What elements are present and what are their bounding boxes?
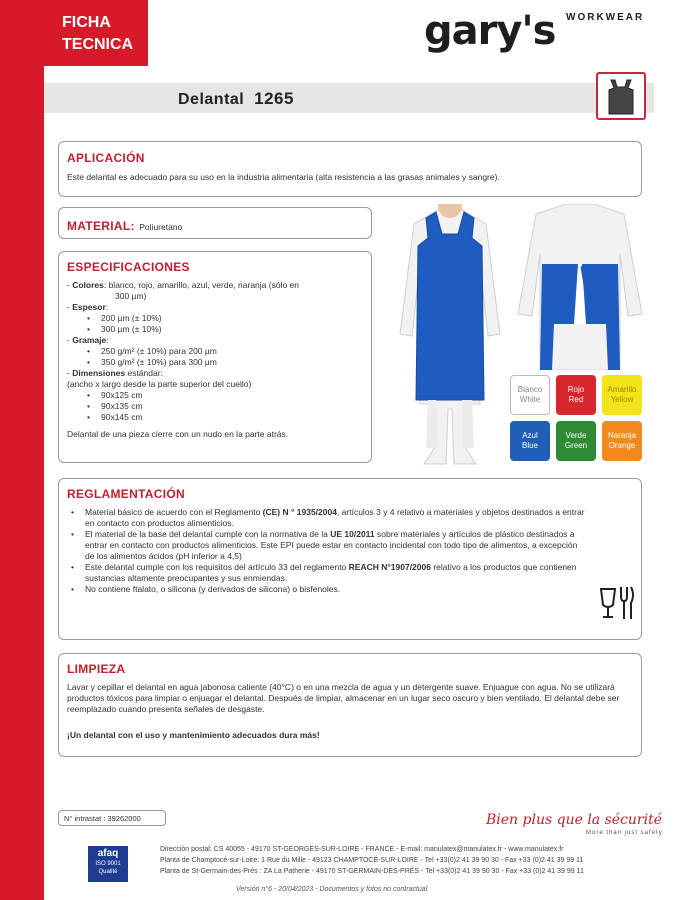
color-swatch-red[interactable] — [556, 375, 596, 415]
gramaje-list — [67, 346, 367, 368]
swatch-label-en: Green — [564, 441, 588, 450]
limpieza-closing: ¡Un delantal con el uso y mantenimiento adecuados dura más! — [67, 730, 320, 740]
list-item: • 300 µm (± 10%) — [83, 324, 367, 335]
dimensiones-note: (ancho x largo desde la parte superior del cuello) — [67, 379, 252, 389]
list-item: • 250 g/m² (± 10%) para 200 µm — [83, 346, 367, 357]
swatch-label-es: Rojo — [567, 385, 585, 394]
intrastat-text: N° intrastat : 39262000 — [64, 814, 141, 823]
apron-front-photo — [396, 204, 504, 470]
especificaciones-closing: Delantal de una pieza cierre con un nudo en la parte atrás. — [67, 429, 289, 439]
color-swatch-blue[interactable] — [510, 421, 550, 461]
list-item — [67, 584, 587, 595]
dimensiones-line: - Dimensiones estándar: — [67, 368, 163, 378]
footer-addresses — [160, 844, 584, 877]
quality-text: Qualité — [98, 869, 118, 875]
reglamentacion-section — [58, 478, 642, 640]
apron-back-photo — [516, 204, 644, 370]
item-text: sobre materiales y artículos de plástico destinados a entrar en contacto con productos alimenticios. Este EPI puede estar en contacto incidental con todo tipo de alimentos, a excepción de los alimentos ácidos (pH inferior a 4,5) — [85, 529, 578, 561]
limpieza-title: LIMPIEZA — [67, 662, 126, 676]
especificaciones-section — [58, 251, 372, 463]
swatch-label-es: Amarillo — [607, 385, 637, 394]
brand-subtitle: WORKWEAR — [566, 12, 645, 23]
swatch-label-en: Orange — [608, 441, 636, 450]
afaq-logo — [88, 846, 128, 882]
ficha-tecnica-label — [62, 12, 133, 56]
product-title-word: Delantal — [178, 91, 245, 108]
item-text: relativo a los productos que contienen sustancias altamente preocupantes y sus enmiendas. — [85, 562, 577, 583]
slogan: Bien plus que la sécurité — [486, 812, 663, 828]
material-section — [58, 207, 372, 239]
aplicacion-section — [58, 141, 642, 197]
food-contact-icon — [597, 583, 637, 623]
apron-icon-box — [596, 72, 646, 120]
dimensiones-suffix: estándar: — [125, 368, 163, 378]
colores-value: : blanco, rojo, amarillo, azul, verde, naranja (sólo en — [103, 280, 299, 290]
gramaje-line: - Gramaje: — [67, 335, 109, 345]
list-item: • 90x125 cm — [83, 390, 367, 401]
espesor-label: Espesor — [72, 302, 106, 312]
red-side-bar — [0, 0, 44, 900]
reglamentacion-title: REGLAMENTACIÓN — [67, 487, 185, 501]
colores-value-2: 300 µm) — [115, 291, 147, 301]
colores-label: Colores — [72, 280, 104, 290]
material-line — [67, 217, 182, 235]
list-item: • 200 µm (± 10%) — [83, 313, 367, 324]
aplicacion-title: APLICACIÓN — [67, 151, 145, 165]
especificaciones-title: ESPECIFICACIONES — [67, 260, 190, 274]
limpieza-text: Lavar y cepillar el delantal en agua jabonosa caliente (40°C) o en una mezcla de agua y un detergente suave. Enjuague con agua. No se utilizará productos tóxicos para limpiar o enjuagar el delantal. Después de limpiar, almacenar en un lugar seco oscuro y bien ventilado. El delantal debe ser reemplazado cuando presenta señales de desgaste. — [67, 682, 620, 714]
swatch-label-es: Blanco — [517, 385, 543, 394]
intrastat-box — [58, 810, 166, 826]
list-item: • 350 g/m² (± 10%) para 300 µm — [83, 357, 367, 368]
list-item — [67, 529, 587, 562]
color-swatch-yellow[interactable] — [602, 375, 642, 415]
item-text: Material básico de acuerdo con el Reglamento — [85, 507, 263, 517]
item-text: Este delantal cumple con los requisitos del artículo 33 del reglamento — [85, 562, 349, 572]
material-value: Poliuretano — [139, 222, 183, 232]
product-title — [178, 89, 294, 109]
ficha-line-2: TECNICA — [62, 36, 134, 53]
swatch-label-en: White — [519, 395, 541, 404]
aplicacion-text: Este delantal es adecuado para su uso en la industria alimentaria (alta resistencia a las grasas animales y sangre). — [67, 172, 500, 182]
limpieza-section — [58, 653, 642, 757]
product-title-number: 1265 — [254, 89, 294, 108]
especificaciones-body — [67, 280, 367, 440]
slogan-sub: More than just safety — [586, 830, 663, 836]
color-swatch-white[interactable] — [510, 375, 550, 415]
brand-logo: gary's — [424, 8, 556, 54]
swatch-label-en: Red — [568, 395, 584, 404]
colores-line: - Colores: blanco, rojo, amarillo, azul, verde, naranja (sólo en — [67, 280, 299, 290]
gramaje-label: Gramaje — [72, 335, 107, 345]
item-bold: REACH N°1907/2006 — [348, 562, 431, 572]
reglamentacion-list — [67, 507, 587, 595]
material-title: MATERIAL: — [67, 219, 135, 233]
version-note: Versión n°6 - 20/04/2023 - Documentos y fotos no contractual — [236, 886, 428, 893]
espesor-line: - Espesor: — [67, 302, 109, 312]
item-bold: UE 10/2011 — [330, 529, 375, 539]
address-line-3: Planta de St-Germain-des-Prés : ZA La Patherie - 49170 ST-GERMAIN-DES-PRÉS - Tel +33(0)2 41 39 90 30 - Fax +33 (0)2 41 39 99 11 — [160, 868, 584, 875]
list-item: • 90x145 cm — [83, 412, 367, 423]
swatch-label-en: Yellow — [610, 395, 634, 404]
afaq-text: afaq — [97, 848, 119, 859]
apron-icon — [598, 74, 644, 118]
swatch-label-en: Blue — [521, 441, 538, 450]
swatch-label-es: Verde — [565, 431, 587, 440]
iso-text: ISO 9001 — [95, 861, 121, 867]
ficha-line-1: FICHA — [62, 14, 111, 31]
address-line-1: Dirección postal: CS 40055 - 49170 ST-GEORGES-SUR-LOIRE - FRANCE - E-mail: manulatex@manulatex.fr - www.manulatex.fr — [160, 846, 564, 853]
swatch-label-es: Azul — [522, 431, 538, 440]
dimensiones-list — [67, 390, 367, 423]
title-bar — [44, 83, 654, 113]
item-text: , artículos 3 y 4 relativo a materiales y objetos destinados a entrar en contacto con productos alimenticios. — [85, 507, 585, 528]
espesor-list — [67, 313, 367, 335]
address-line-2: Planta de Champtocé-sur-Loire: 1 Rue du Mille - 49123 CHAMPTOCÉ-SUR-LOIRE - Tel +33(0)2 41 39 90 30 - Fax +33 (0)2 41 39 99 11 — [160, 857, 584, 864]
list-item — [67, 562, 587, 584]
item-text: No contiene ftalato, o silicona (y derivados de silicona) o bisfenoles. — [85, 584, 341, 594]
item-text: El material de la base del delantal cumple con la normativa de la — [85, 529, 331, 539]
list-item — [67, 507, 587, 529]
item-bold: (CE) N ° 1935/2004 — [262, 507, 337, 517]
list-item: • 90x135 cm — [83, 401, 367, 412]
dimensiones-label: Dimensiones — [72, 368, 126, 378]
color-swatch-green[interactable] — [556, 421, 596, 461]
color-swatch-orange[interactable] — [602, 421, 642, 461]
swatch-label-es: Naranja — [607, 431, 636, 440]
